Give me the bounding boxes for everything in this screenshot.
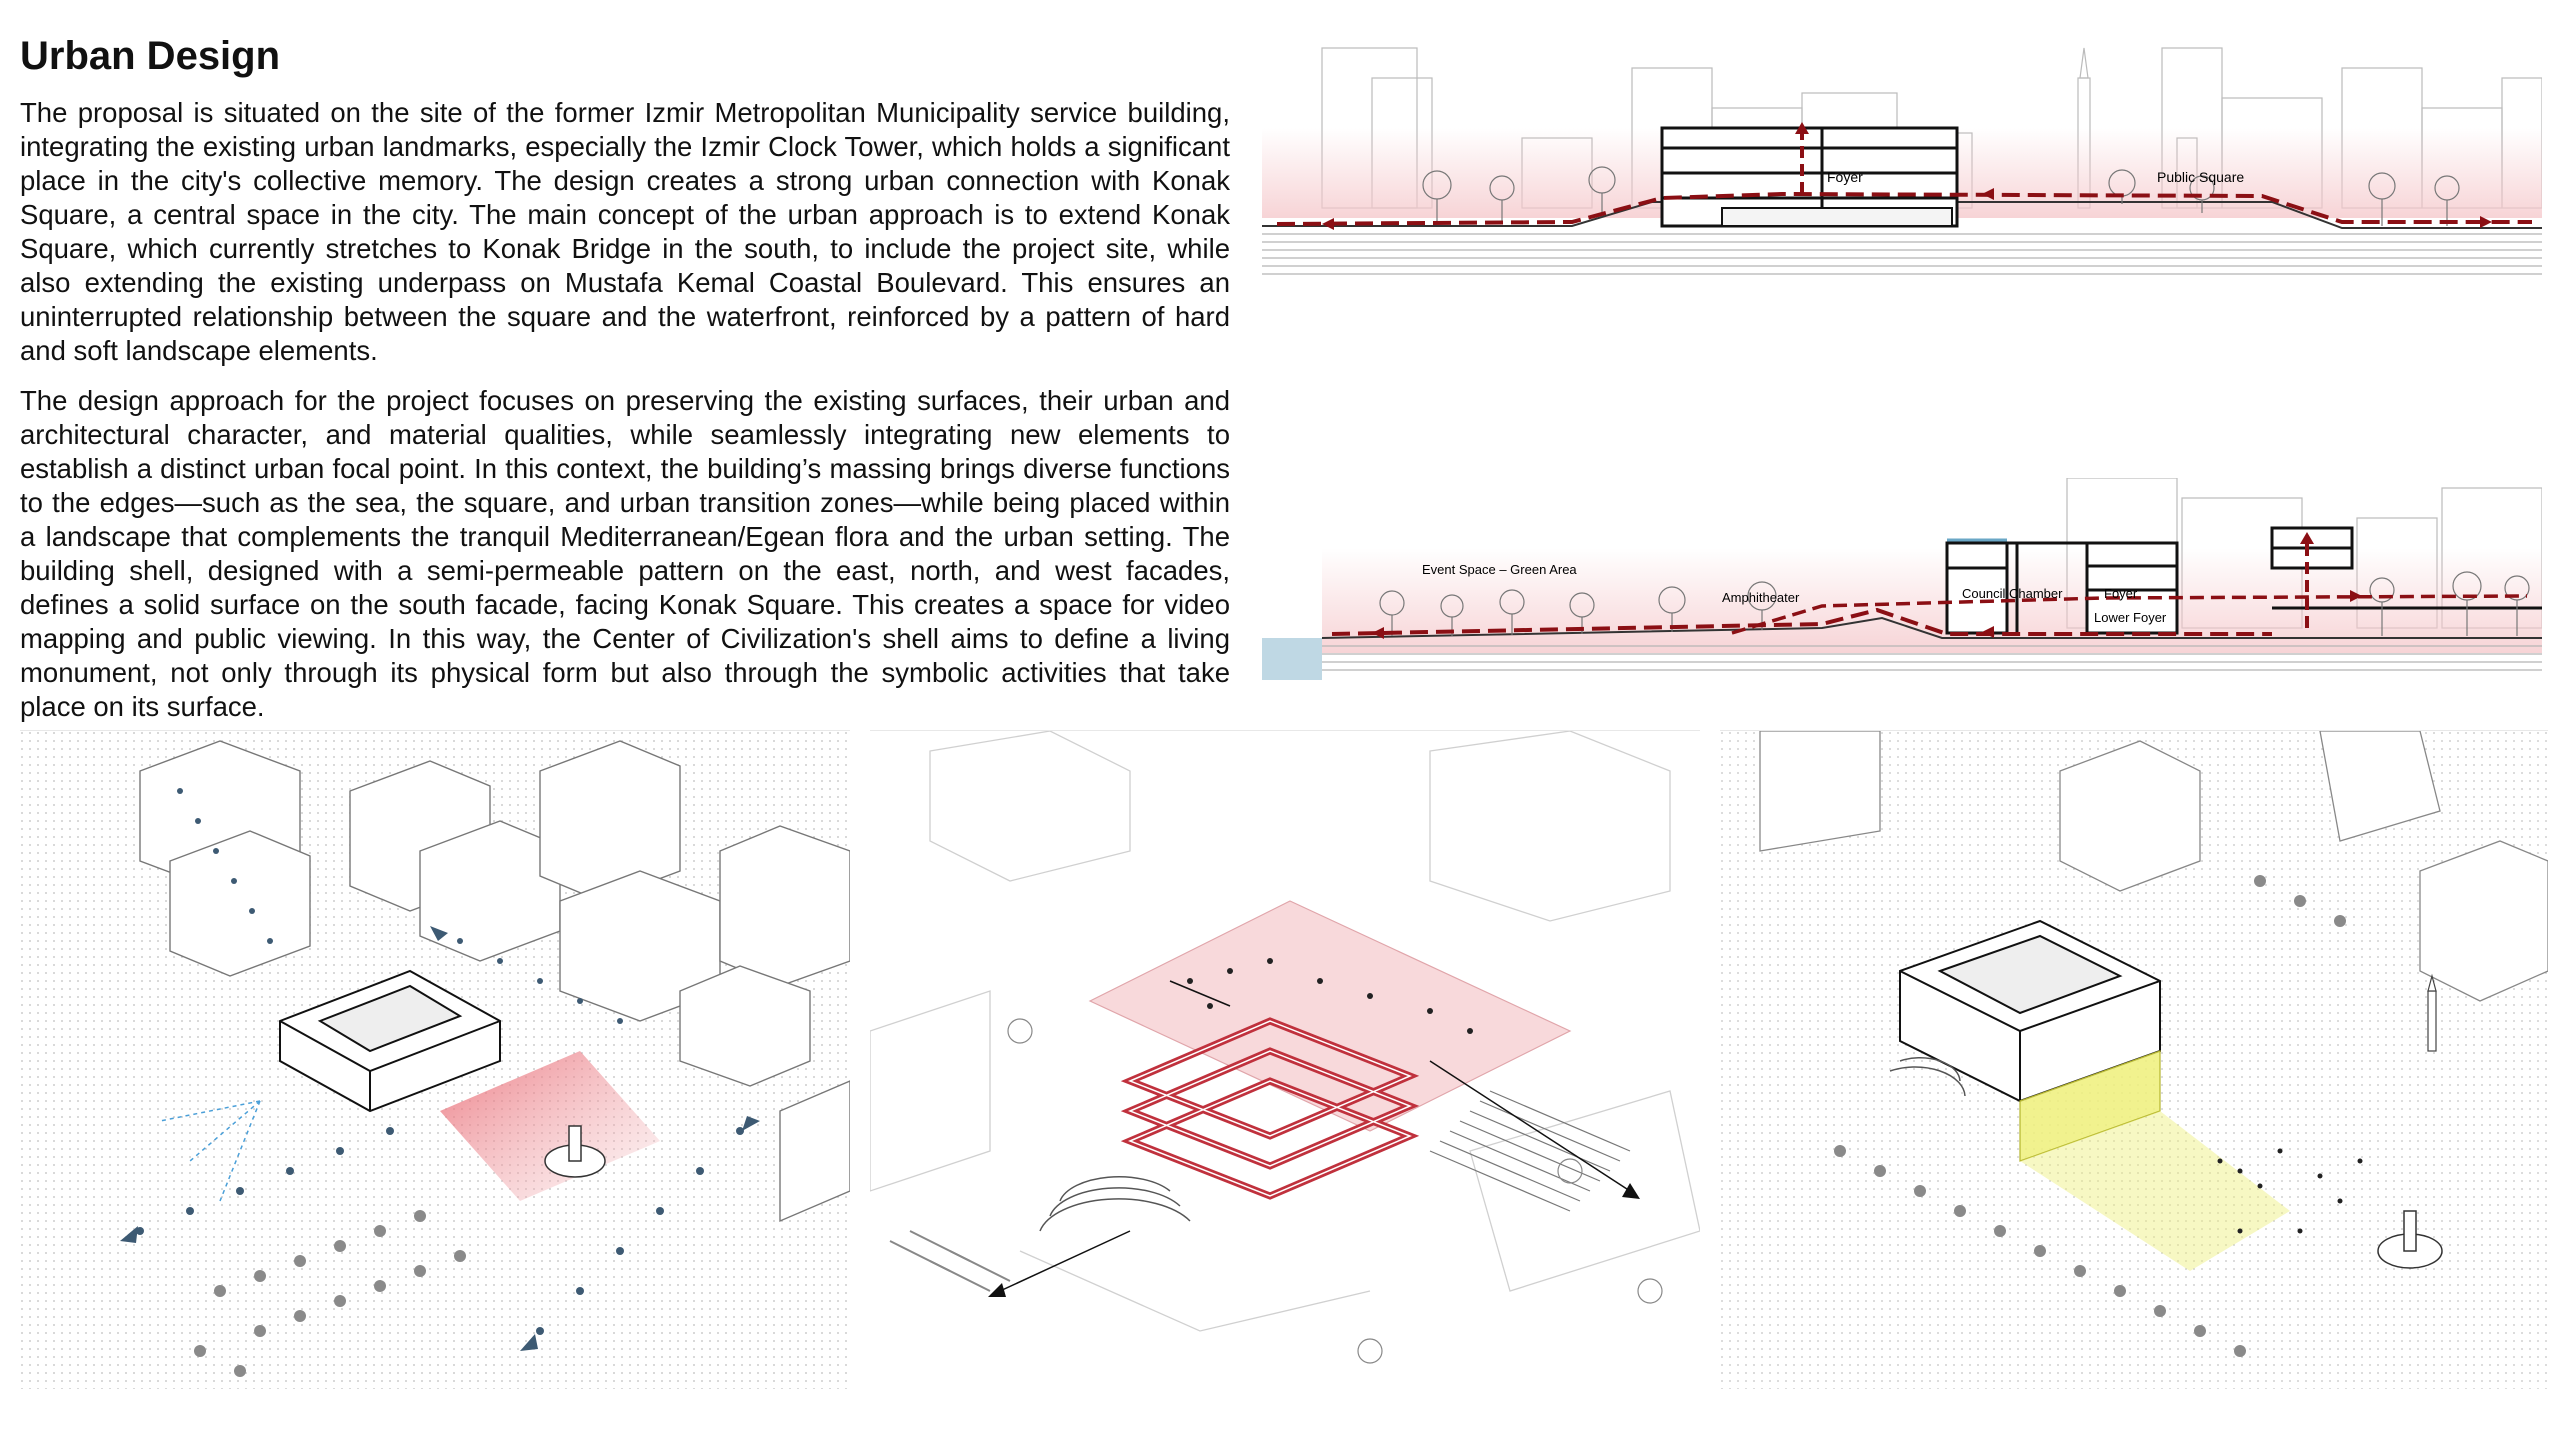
benches <box>890 1231 1010 1291</box>
amphitheater <box>1040 1177 1190 1231</box>
minaret <box>2428 976 2436 1051</box>
approach-paragraph: The design approach for the project focuses on preserving the existing surfaces, their urban and architectural character, and material qualities, while seamlessly integrating new elements to establish a distinct urban focal point. In this context, the building’s massing brings diverse functions to the edges—such as the sea, the square, and urban transition zones—while being placed within a landscape that complements the tranquil Mediterranean/Egean flora and the urban setting. The building shell, designed with a semi-permeable pattern on the east, north, and west facades, defines a solid surface on the south facade, facing Konak Square. This creates a space for video mapping and public viewing. In this way, the Center of Civilization's shell aims to define a living monument, not only through its physical form but also through the symbolic activities that take place on its surface. <box>20 385 1230 722</box>
label-lower-foyer: Lower Foyer <box>2094 610 2167 625</box>
urban-section-drawing-2 <box>1262 478 2542 680</box>
axonometric-urban-connections <box>20 730 850 1389</box>
label-foyer: Foyer <box>2104 586 2138 601</box>
label-public-square: Public Square <box>2157 169 2245 185</box>
building-section <box>1662 128 1957 226</box>
urban-section-drawing-1 <box>1262 38 2542 288</box>
label-amphitheater: Amphitheater <box>1722 590 1800 605</box>
axonometric-building-circulation <box>870 730 1700 1389</box>
stairs <box>1430 1091 1630 1211</box>
ground-hatch <box>1262 234 2542 274</box>
sea-water <box>1262 638 1322 680</box>
intro-paragraph: The proposal is situated on the site of the former Izmir Metropolitan Municipality service building, integrating the existing urban landmarks, especially the Izmir Clock Tower, which holds a significant place in the city's collective memory. The design creates a strong urban connection with Konak Square, a central space in the city. The main concept of the urban approach is to extend Konak Square, which currently stretches to Konak Bridge in the south, to include the project site, while also extending the existing underpass on Mustafa Kemal Coastal Boulevard. This ensures an uninterrupted relationship between the square and the waterfront, reinforced by a pattern of hard and soft landscape elements. <box>20 97 1230 366</box>
page-title: Urban Design <box>20 34 281 78</box>
label-foyer: Foyer <box>1827 169 1863 185</box>
label-event-space: Event Space – Green Area <box>1422 562 1577 577</box>
axonometric-projection-facade <box>1720 730 2548 1389</box>
label-council-chamber: Council Chamber <box>1962 586 2063 601</box>
